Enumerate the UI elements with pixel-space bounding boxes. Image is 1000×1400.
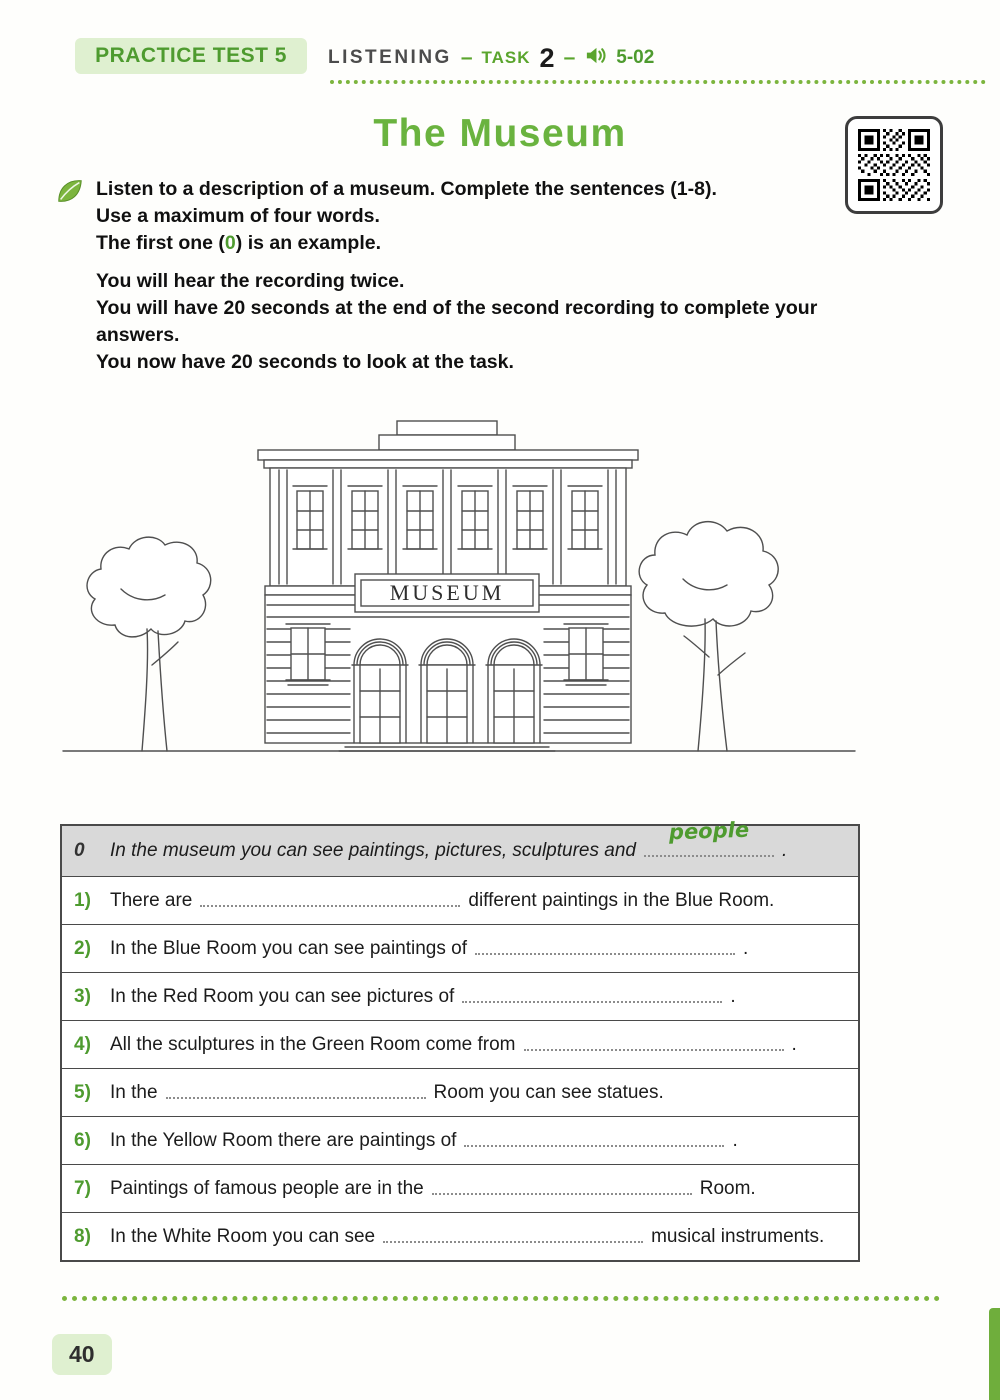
blank-line [200, 892, 460, 907]
exercise-row-6 [62, 1116, 858, 1164]
section-header [328, 38, 654, 78]
dash-separator: – [563, 46, 576, 69]
sentence-post: . [730, 986, 736, 1007]
exercise-row-5 [62, 1068, 858, 1116]
recording-instructions [96, 268, 828, 376]
exercise-table [60, 817, 860, 1262]
instruction-line: Use a maximum of four words. [96, 205, 380, 227]
task-number: 2 [539, 42, 555, 73]
item-number: 6) [74, 1130, 91, 1151]
footer-dotted-divider [62, 1296, 940, 1301]
sentence-pre: In the Red Room you can see pictures of [110, 986, 455, 1007]
sentence-pre: Paintings of famous people are in the [110, 1178, 424, 1199]
sentence-pre: In the museum you can see paintings, pictures, sculptures and [110, 840, 636, 861]
instruction-line: You will hear the recording twice. [96, 270, 405, 292]
blank-line [166, 1084, 426, 1099]
item-number: 1) [74, 890, 91, 911]
practice-test-banner [75, 38, 307, 74]
item-number: 5) [74, 1082, 91, 1103]
sentence-pre: In the [110, 1082, 158, 1103]
museum-illustration [55, 412, 865, 764]
sentence-pre: In the White Room you can see [110, 1226, 376, 1247]
museum-sign-text: MUSEUM [389, 580, 505, 605]
exercise-row-3 [62, 972, 858, 1020]
sentence-post: different paintings in the Blue Room. [468, 890, 775, 911]
example-answer: people [668, 817, 750, 845]
exercise-row-example [62, 817, 858, 876]
item-number: 3) [74, 986, 91, 1007]
instruction-line: You will have 20 seconds at the end of the second recording to complete your answers. [96, 297, 818, 346]
page-number-badge: 40 [52, 1334, 112, 1375]
instruction-line: Listen to a description of a museum. Complete the sentences (1-8). [96, 178, 717, 200]
dash-separator: – [460, 46, 473, 69]
item-number: 4) [74, 1034, 91, 1055]
instruction-line: You now have 20 seconds to look at the task. [96, 351, 514, 373]
blank-line [432, 1180, 692, 1195]
task-instructions [96, 176, 816, 257]
sentence-pre: All the sculptures in the Green Room come from [110, 1034, 516, 1055]
blank-line [383, 1228, 643, 1243]
example-number-highlight: 0 [224, 232, 236, 254]
blank-line [644, 817, 774, 857]
instruction-line: The first one (0) is an example. [96, 232, 382, 254]
page-title: The Museum [373, 112, 627, 155]
sentence-pre: There are [110, 890, 193, 911]
practice-test-label: PRACTICE TEST 5 [95, 44, 287, 67]
sentence-pre: In the Yellow Room there are paintings of [110, 1130, 457, 1151]
blank-line [524, 1036, 784, 1051]
blank-line [475, 940, 735, 955]
item-number: 2) [74, 938, 91, 959]
exercise-row-2 [62, 924, 858, 972]
sentence-post: Room you can see statues. [433, 1082, 664, 1103]
item-number: 8) [74, 1226, 91, 1247]
blank-line [462, 988, 722, 1003]
sentence-post: musical instruments. [651, 1226, 825, 1247]
sentence-post: . [743, 938, 749, 959]
exercise-row-7 [62, 1164, 858, 1212]
qr-code [845, 116, 943, 214]
audio-track-number: 5-02 [616, 47, 655, 68]
exercise-row-4 [62, 1020, 858, 1068]
exercise-row-1 [62, 876, 858, 924]
sentence-post: . [781, 840, 788, 861]
task-label: TASK [481, 48, 531, 67]
page-edge-accent [989, 1308, 1000, 1400]
sentence-post: Room. [699, 1178, 756, 1199]
item-number: 7) [74, 1178, 91, 1199]
item-number: 0 [74, 840, 85, 861]
section-label: LISTENING [328, 47, 452, 68]
leaf-bullet-icon [55, 176, 85, 211]
speaker-icon [584, 44, 607, 72]
exercise-row-8 [62, 1212, 858, 1260]
sentence-post: . [732, 1130, 738, 1151]
blank-line [464, 1132, 724, 1147]
header-dotted-divider [330, 80, 986, 84]
sentence-post: . [791, 1034, 797, 1055]
sentence-pre: In the Blue Room you can see paintings of [110, 938, 468, 959]
